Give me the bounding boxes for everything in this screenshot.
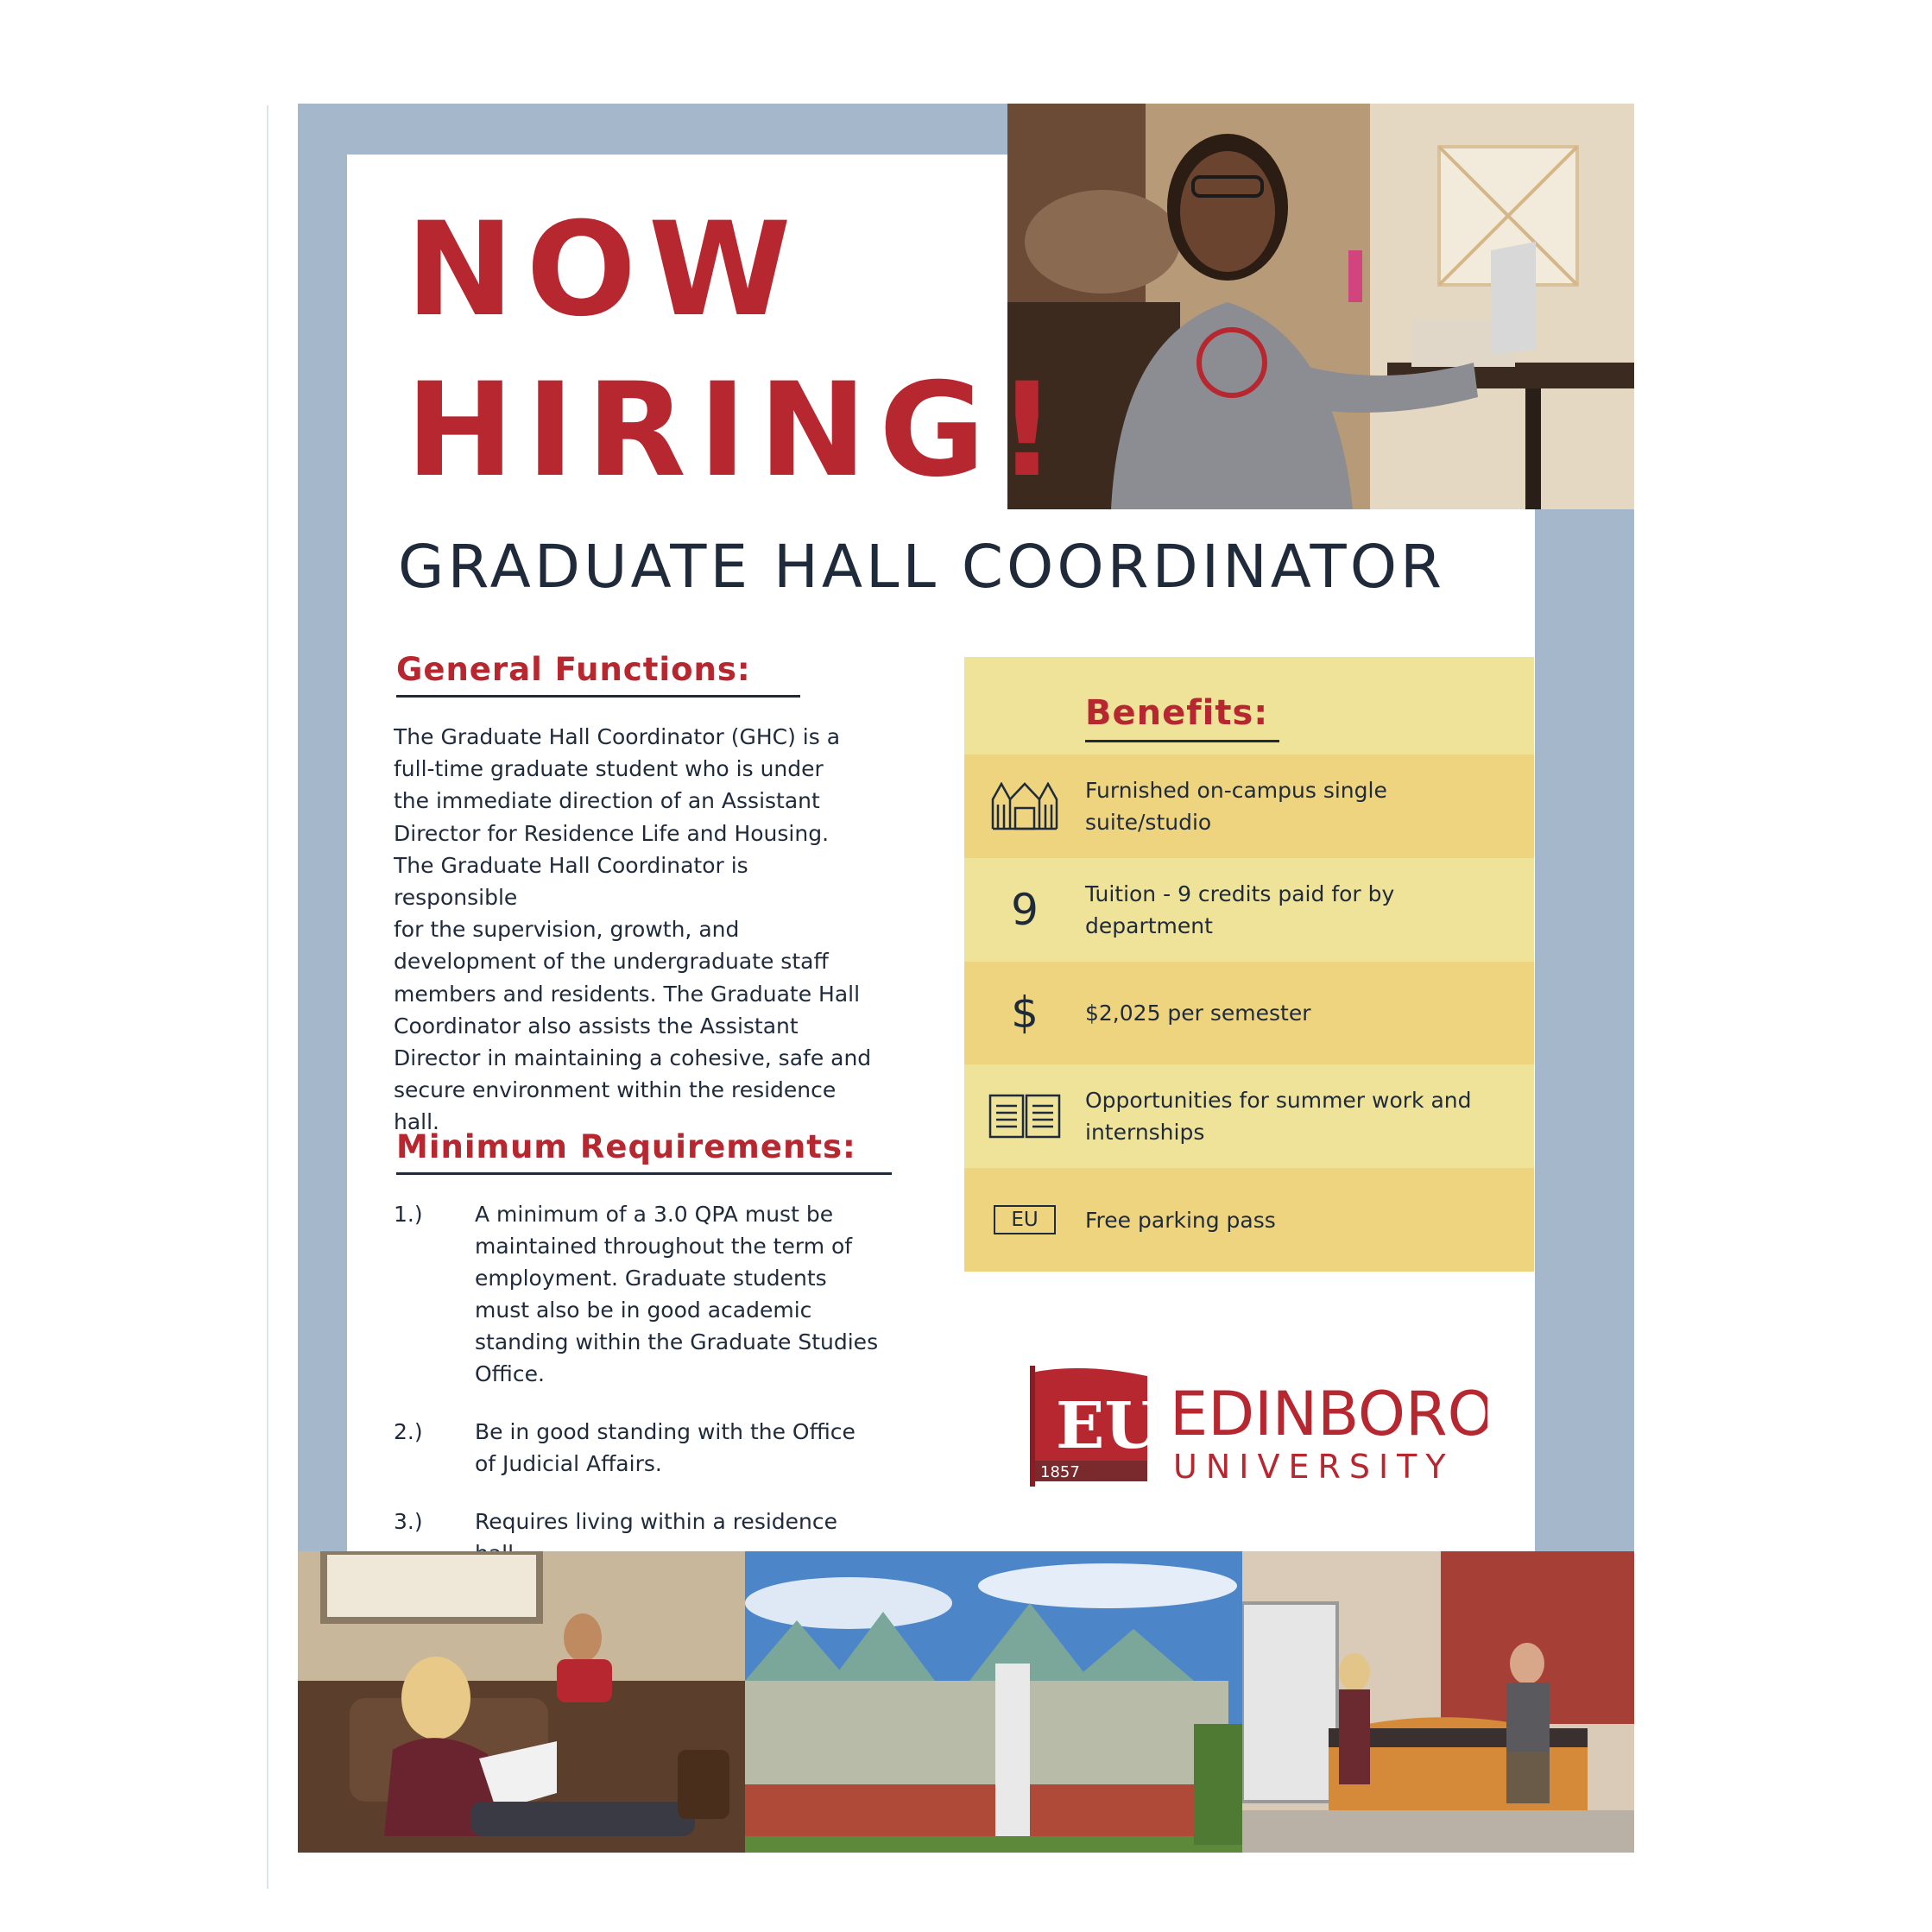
student-at-desk-photo: [1007, 104, 1634, 509]
eu-box: EU: [994, 1205, 1055, 1234]
benefit-row: [964, 858, 1534, 962]
item-text: Requires living within a residence: [475, 1509, 838, 1534]
gf-line: The Graduate Hall Coordinator is responsible: [394, 852, 748, 911]
gf-line: members and residents. The Graduate Hall: [394, 981, 861, 1007]
requirements-list: [394, 1198, 929, 1569]
residence-hall-building-photo: [745, 1551, 1242, 1853]
gf-line: Director in maintaining a cohesive, safe and: [394, 1045, 872, 1071]
benefit-row: [964, 1064, 1534, 1168]
benefit-row: [964, 962, 1534, 1065]
benefits-title: Benefits:: [1085, 693, 1279, 742]
benefits-box: [964, 657, 1534, 1272]
item-text: A minimum of a 3.0 QPA must be maintained throughout the term of employment. Graduate students must also be in good academic standing within the Graduate Studies Office.: [475, 1202, 879, 1386]
lounge-photo: [298, 1551, 745, 1853]
now-hiring-headline: [406, 190, 1069, 511]
number-nine-icon: [964, 885, 1085, 935]
margin-rule: [267, 105, 268, 1889]
dollar-icon: [964, 988, 1085, 1038]
gf-line: development of the undergraduate staff: [394, 949, 829, 975]
gf-line: secure environment within the residence hall.: [394, 1077, 837, 1135]
list-item: [394, 1198, 929, 1390]
headline-line-1: NOW: [406, 195, 804, 345]
nine-glyph: 9: [1011, 884, 1039, 935]
benefit-row: [964, 1168, 1534, 1272]
item-text: Be in good standing with the Office of Judicial Affairs.: [475, 1419, 856, 1476]
gf-line: The Graduate Hall Coordinator (GHC) is a: [394, 724, 841, 749]
dollar-glyph: $: [1011, 988, 1039, 1039]
edinboro-university-logo: [1021, 1357, 1487, 1495]
benefit-text: Free parking pass: [1085, 1207, 1276, 1233]
item-number: 2.): [394, 1419, 423, 1444]
item-number: 3.): [394, 1509, 423, 1534]
item-number: 1.): [394, 1202, 423, 1227]
front-desk-photo: [1242, 1551, 1634, 1853]
general-functions-text: [394, 721, 877, 1139]
hiring-flyer: [298, 104, 1634, 1853]
logo-subtitle: UNIVERSITY: [1173, 1448, 1455, 1486]
list-item: [394, 1416, 929, 1480]
headline-line-2: HIRING!: [406, 356, 1069, 506]
gf-line: full-time graduate student who is under: [394, 756, 824, 782]
minimum-requirements-title: Minimum Requirements:: [396, 1128, 892, 1175]
parking-pass-icon: [964, 1205, 1085, 1234]
logo-name: EDINBORO: [1170, 1379, 1487, 1449]
benefit-text: Opportunities for summer work and internships: [1085, 1088, 1472, 1146]
logo-year: 1857: [1040, 1463, 1080, 1481]
house-icon: [964, 782, 1085, 830]
gf-line: the immediate direction of an Assistant: [394, 788, 820, 814]
book-icon: [964, 1094, 1085, 1139]
gf-line: Coordinator also assists the Assistant: [394, 1013, 799, 1039]
job-title: GRADUATE HALL COORDINATOR: [398, 533, 1445, 602]
benefit-text: Tuition - 9 credits paid for by department: [1085, 881, 1395, 938]
bottom-photo-strip: [298, 1551, 1634, 1853]
benefit-text: $2,025 per semester: [1085, 1000, 1311, 1026]
benefit-text: Furnished on-campus single suite/studio: [1085, 777, 1387, 835]
benefits-header: [964, 657, 1534, 754]
general-functions-title: General Functions:: [396, 651, 800, 698]
gf-line: Director for Residence Life and Housing.: [394, 820, 830, 846]
gf-line: for the supervision, growth, and: [394, 917, 740, 943]
logo-flag-text: EU: [1056, 1389, 1160, 1463]
benefit-row: [964, 754, 1534, 858]
